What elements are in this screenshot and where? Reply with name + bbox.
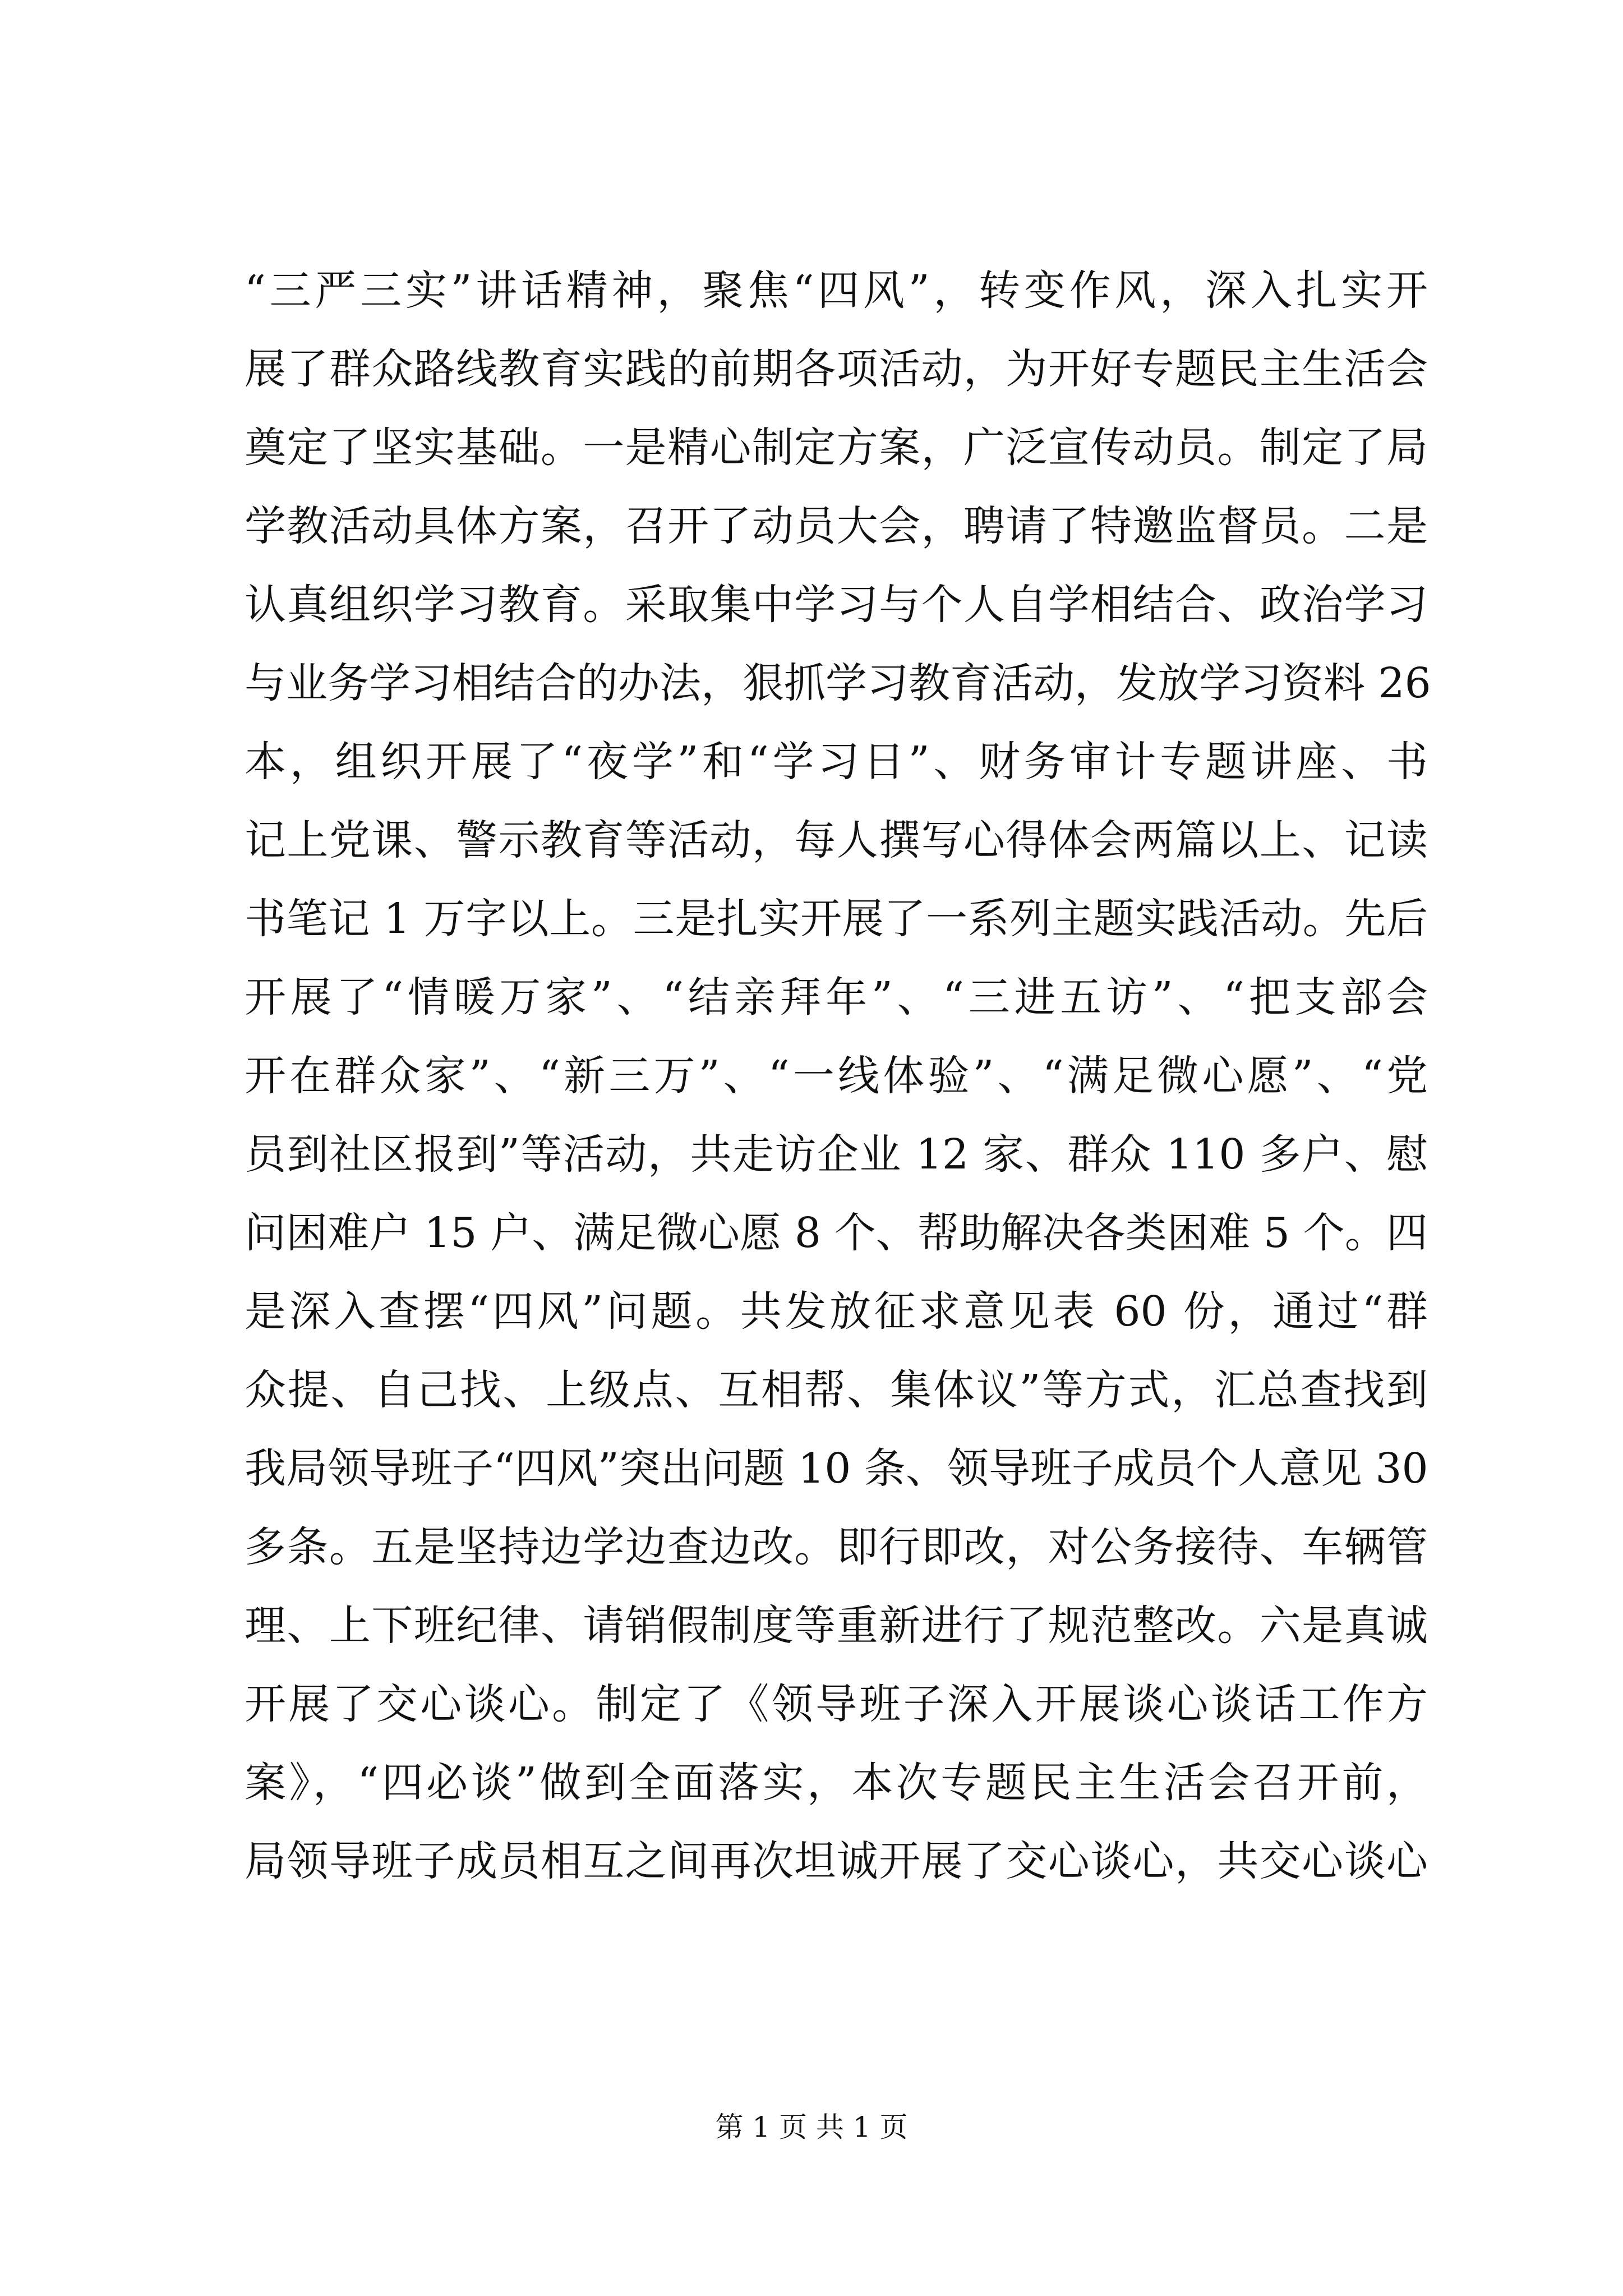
text-line-8: 记上党课、警示教育等活动，每人撰写心得体会两篇以上、记读 bbox=[245, 816, 1428, 864]
text-line-6: 与业务学习相结合的办法，狠抓学习教育活动，发放学习资料 26 bbox=[245, 659, 1431, 707]
text-line-21: 局领导班子成员相互之间再次坦诚开展了交心谈心，共交心谈心 bbox=[245, 1837, 1428, 1885]
text-line-4: 学教活动具体方案，召开了动员大会，聘请了特邀监督员。二是 bbox=[245, 502, 1428, 550]
text-line-12: 员到社区报到”等活动，共走访企业 12 家、群众 110 多户、慰 bbox=[245, 1130, 1428, 1179]
text-line-11: 开在群众家”、“新三万”、“一线体验”、“满足微心愿”、“党 bbox=[245, 1052, 1428, 1100]
text-line-20: 案》，“四必谈”做到全面落实，本次专题民主生活会召开前， bbox=[245, 1759, 1428, 1807]
text-line-16: 我局领导班子“四风”突出问题 10 条、领导班子成员个人意见 30 bbox=[245, 1444, 1428, 1493]
page-number-footer: 第 1 页 共 1 页 bbox=[715, 2111, 908, 2143]
text-line-19: 开展了交心谈心。制定了《领导班子深入开展谈心谈话工作方 bbox=[245, 1680, 1428, 1728]
text-line-7: 本，组织开展了“夜学”和“学习日”、财务审计专题讲座、书 bbox=[245, 738, 1428, 786]
body-text bbox=[245, 251, 1431, 1901]
text-line-14: 是深入查摆“四风”问题。共发放征求意见表 60 份，通过“群 bbox=[245, 1287, 1428, 1336]
text-line-18: 理、上下班纪律、请销假制度等重新进行了规范整改。六是真诚 bbox=[245, 1602, 1428, 1650]
text-line-5: 认真组织学习教育。采取集中学习与个人自学相结合、政治学习 bbox=[245, 581, 1428, 629]
text-line-17: 多条。五是坚持边学边查边改。即行即改，对公务接待、车辆管 bbox=[245, 1523, 1428, 1571]
text-line-2: 展了群众路线教育实践的前期各项活动，为开好专题民主生活会 bbox=[245, 345, 1428, 393]
text-line-10: 开展了“情暖万家”、“结亲拜年”、“三进五访”、“把支部会 bbox=[245, 973, 1428, 1022]
text-line-9: 书笔记 1 万字以上。三是扎实开展了一系列主题实践活动。先后 bbox=[245, 895, 1428, 943]
text-line-15: 众提、自己找、上级点、互相帮、集体议”等方式，汇总查找到 bbox=[245, 1366, 1428, 1414]
text-line-13: 问困难户 15 户、满足微心愿 8 个、帮助解决各类困难 5 个。四 bbox=[245, 1209, 1428, 1257]
text-line-3: 奠定了坚实基础。一是精心制定方案，广泛宣传动员。制定了局 bbox=[245, 424, 1428, 472]
text-line-1: “三严三实”讲话精神，聚焦“四风”，转变作风，深入扎实开 bbox=[245, 266, 1428, 315]
